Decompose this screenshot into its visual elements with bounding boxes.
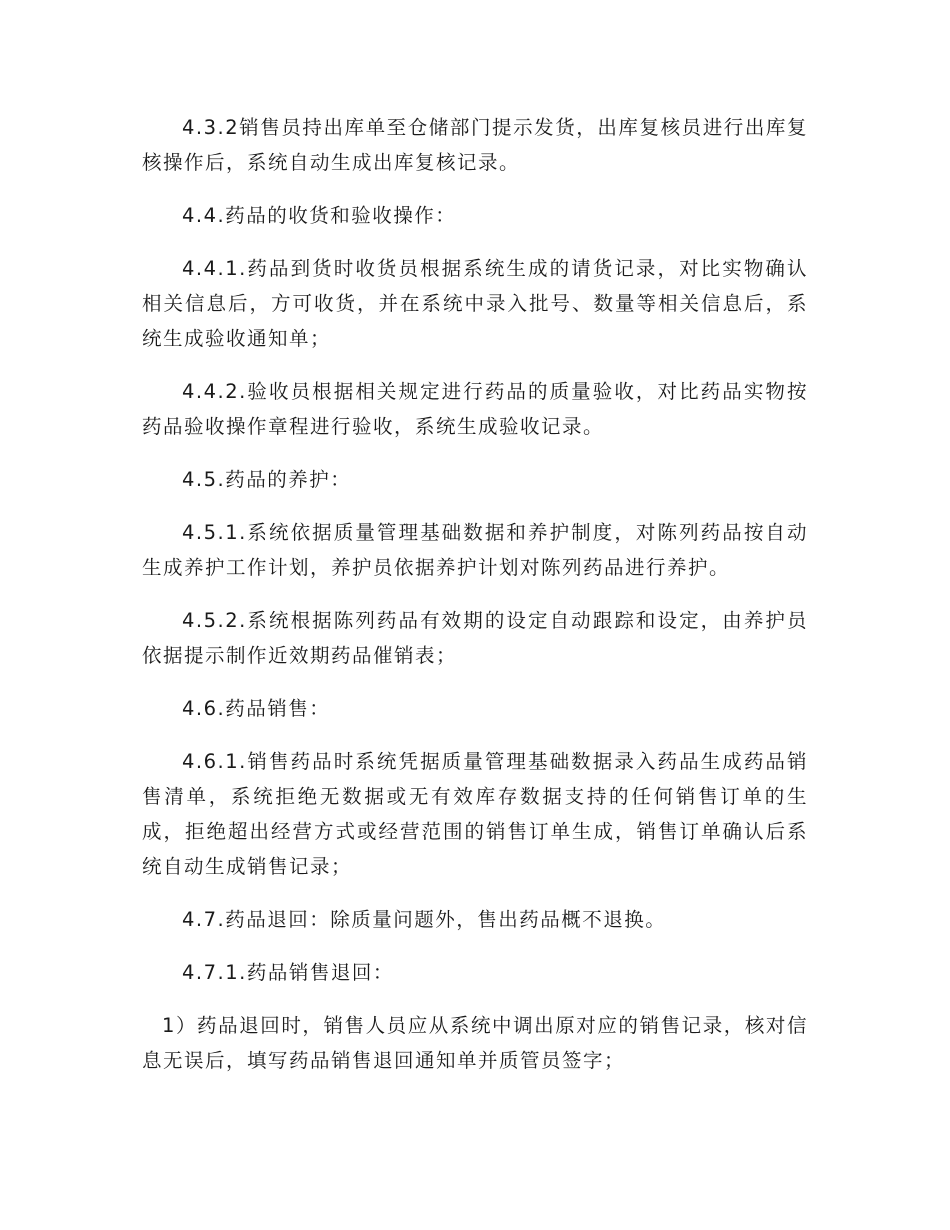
paragraph-4-5-1: 4.5.1.系统依据质量管理基础数据和养护制度，对陈列药品按自动生成养护工作计划，养护员依据养护计划对陈列药品进行养护。 (142, 521, 808, 579)
heading-4-7: 4.7.药品退回：除质量问题外，售出药品概不退换。 (182, 908, 667, 931)
paragraph-4-4-1: 4.4.1.药品到货时收货员根据系统生成的请货记录，对比实物确认相关信息后，方可收货，并在系统中录入批号、数量等相关信息后，系统生成验收通知单； (142, 257, 808, 350)
paragraph-4-3-2: 4.3.2销售员持出库单至仓储部门提示发货，出库复核员进行出库复核操作后，系统自动生成出库复核记录。 (142, 116, 808, 174)
paragraph-4-6-1: 4.6.1.销售药品时系统凭据质量管理基础数据录入药品生成药品销售清单，系统拒绝无数据或无有效库存数据支持的任何销售订单的生成，拒绝超出经营方式或经营范围的销售订单生成，销售订单确认后系统自动生成销售记录； (142, 750, 808, 878)
heading-4-5: 4.5.药品的养护： (182, 468, 352, 491)
heading-4-6: 4.6.药品销售： (182, 697, 331, 720)
paragraph-4-4-2: 4.4.2.验收员根据相关规定进行药品的质量验收，对比药品实物按药品验收操作章程进行验收，系统生成验收记录。 (142, 380, 808, 438)
heading-4-4: 4.4.药品的收货和验收操作： (182, 204, 457, 227)
list-item-1: 1）药品退回时，销售人员应从系统中调出原对应的销售记录，核对信息无误后，填写药品销售退回通知单并质管员签字； (142, 1014, 808, 1072)
paragraph-4-5-2: 4.5.2.系统根据陈列药品有效期的设定自动跟踪和设定，由养护员依据提示制作近效期药品催销表； (142, 609, 808, 667)
heading-4-7-1: 4.7.1.药品销售退回： (182, 961, 394, 984)
document-body (142, 110, 808, 1096)
